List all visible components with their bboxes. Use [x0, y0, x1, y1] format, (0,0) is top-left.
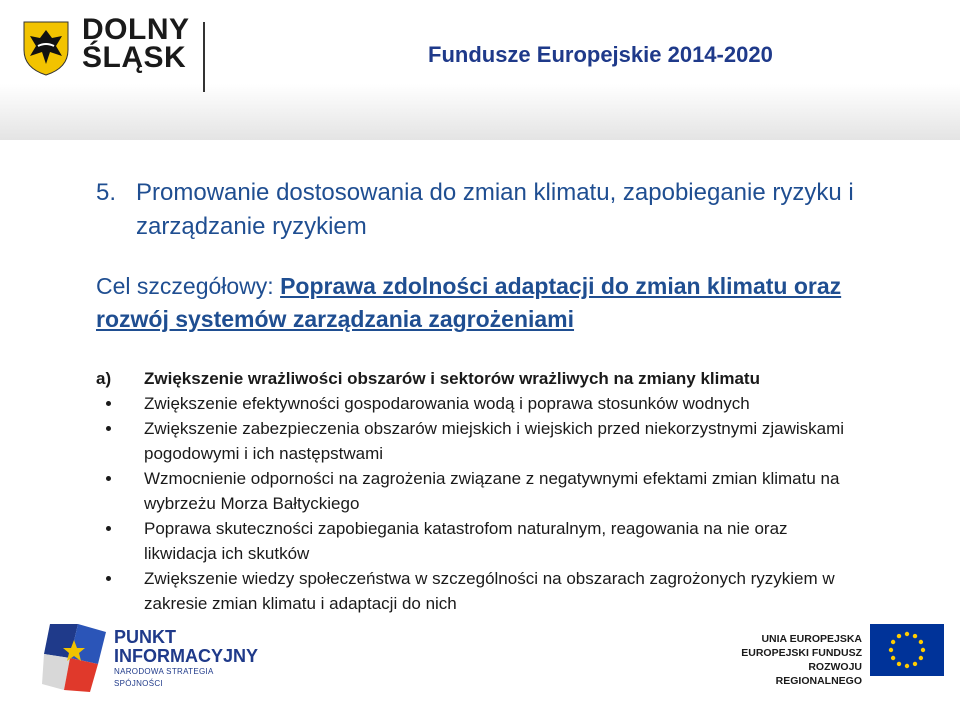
- bullet-text: Wzmocnienie odporności na zagrożenia związane z negatywnymi efektami zmian klimatu na wybrzeżu Morza Bałtyckiego: [144, 469, 840, 513]
- punkt-text: [114, 627, 259, 690]
- bullet-icon: [106, 401, 111, 406]
- eu-text: [722, 632, 862, 688]
- punkt-informacyjny-logo: [40, 618, 259, 698]
- priority-title: Promowanie dostosowania do zmian klimatu, zapobieganie ryzyku i zarządzanie ryzykiem: [136, 179, 854, 240]
- bullet-text: Zwiększenie efektywności gospodarowania wodą i poprawa stosunków wodnych: [144, 394, 750, 413]
- logo-line-1: DOLNY: [82, 13, 190, 46]
- bullet-icon: [106, 526, 111, 531]
- nss-star-icon: [40, 618, 110, 694]
- list-item: [96, 466, 856, 516]
- list-item: [96, 391, 856, 416]
- punkt-line-2: INFORMACYJNY: [114, 646, 259, 666]
- dolny-slask-logo: [82, 13, 190, 74]
- eu-line-1: UNIA EUROPEJSKA: [761, 633, 862, 645]
- list-item: [96, 566, 856, 616]
- list-item: [96, 366, 856, 391]
- priority-number: 5.: [96, 179, 117, 206]
- eu-flag-icon: [870, 624, 944, 676]
- list-item: [96, 416, 856, 466]
- objective-text: Poprawa zdolności adaptacji do zmian klimatu oraz rozwój systemów zarządzania zagrożeniami: [96, 273, 842, 332]
- bullet-icon: [106, 426, 111, 431]
- punkt-subtitle: NARODOWA STRATEGIA SPÓJNOŚCI: [114, 667, 214, 688]
- list-item: [96, 516, 856, 566]
- bullet-text: Zwiększenie wiedzy społeczeństwa w szczególności na obszarach zagrożonych ryzykiem w zakresie zmian klimatu i adaptacji do nich: [144, 569, 835, 613]
- eu-line-3: ROZWOJU REGIONALNEGO: [775, 661, 862, 687]
- bullet-icon: [106, 476, 111, 481]
- section-title: Zwiększenie wrażliwości obszarów i sektorów wrażliwych na zmiany klimatu: [144, 369, 760, 388]
- specific-objective: [96, 270, 856, 336]
- bullet-text: Poprawa skuteczności zapobiegania katastrofom naturalnym, reagowania na nie oraz likwidacja ich skutków: [144, 519, 788, 563]
- eu-line-2: EUROPEJSKI FUNDUSZ: [741, 647, 862, 659]
- dolny-slask-eagle-icon: [22, 20, 70, 76]
- objective-label: Cel szczegółowy:: [96, 273, 281, 299]
- measures-list: [96, 366, 856, 616]
- section-marker: a): [96, 369, 112, 388]
- eu-logo: [722, 618, 950, 688]
- logo-line-2: ŚLĄSK: [82, 41, 187, 74]
- logo-divider: [203, 22, 205, 92]
- punkt-line-1: PUNKT: [114, 627, 176, 647]
- bullet-icon: [106, 576, 111, 581]
- priority-heading: [96, 176, 856, 244]
- bullet-text: Zwiększenie zabezpieczenia obszarów miejskich i wiejskich przed niekorzystnymi zjawiskami pogodowymi i ich następstwami: [144, 419, 845, 463]
- header-title: Fundusze Europejskie 2014-2020: [428, 42, 773, 67]
